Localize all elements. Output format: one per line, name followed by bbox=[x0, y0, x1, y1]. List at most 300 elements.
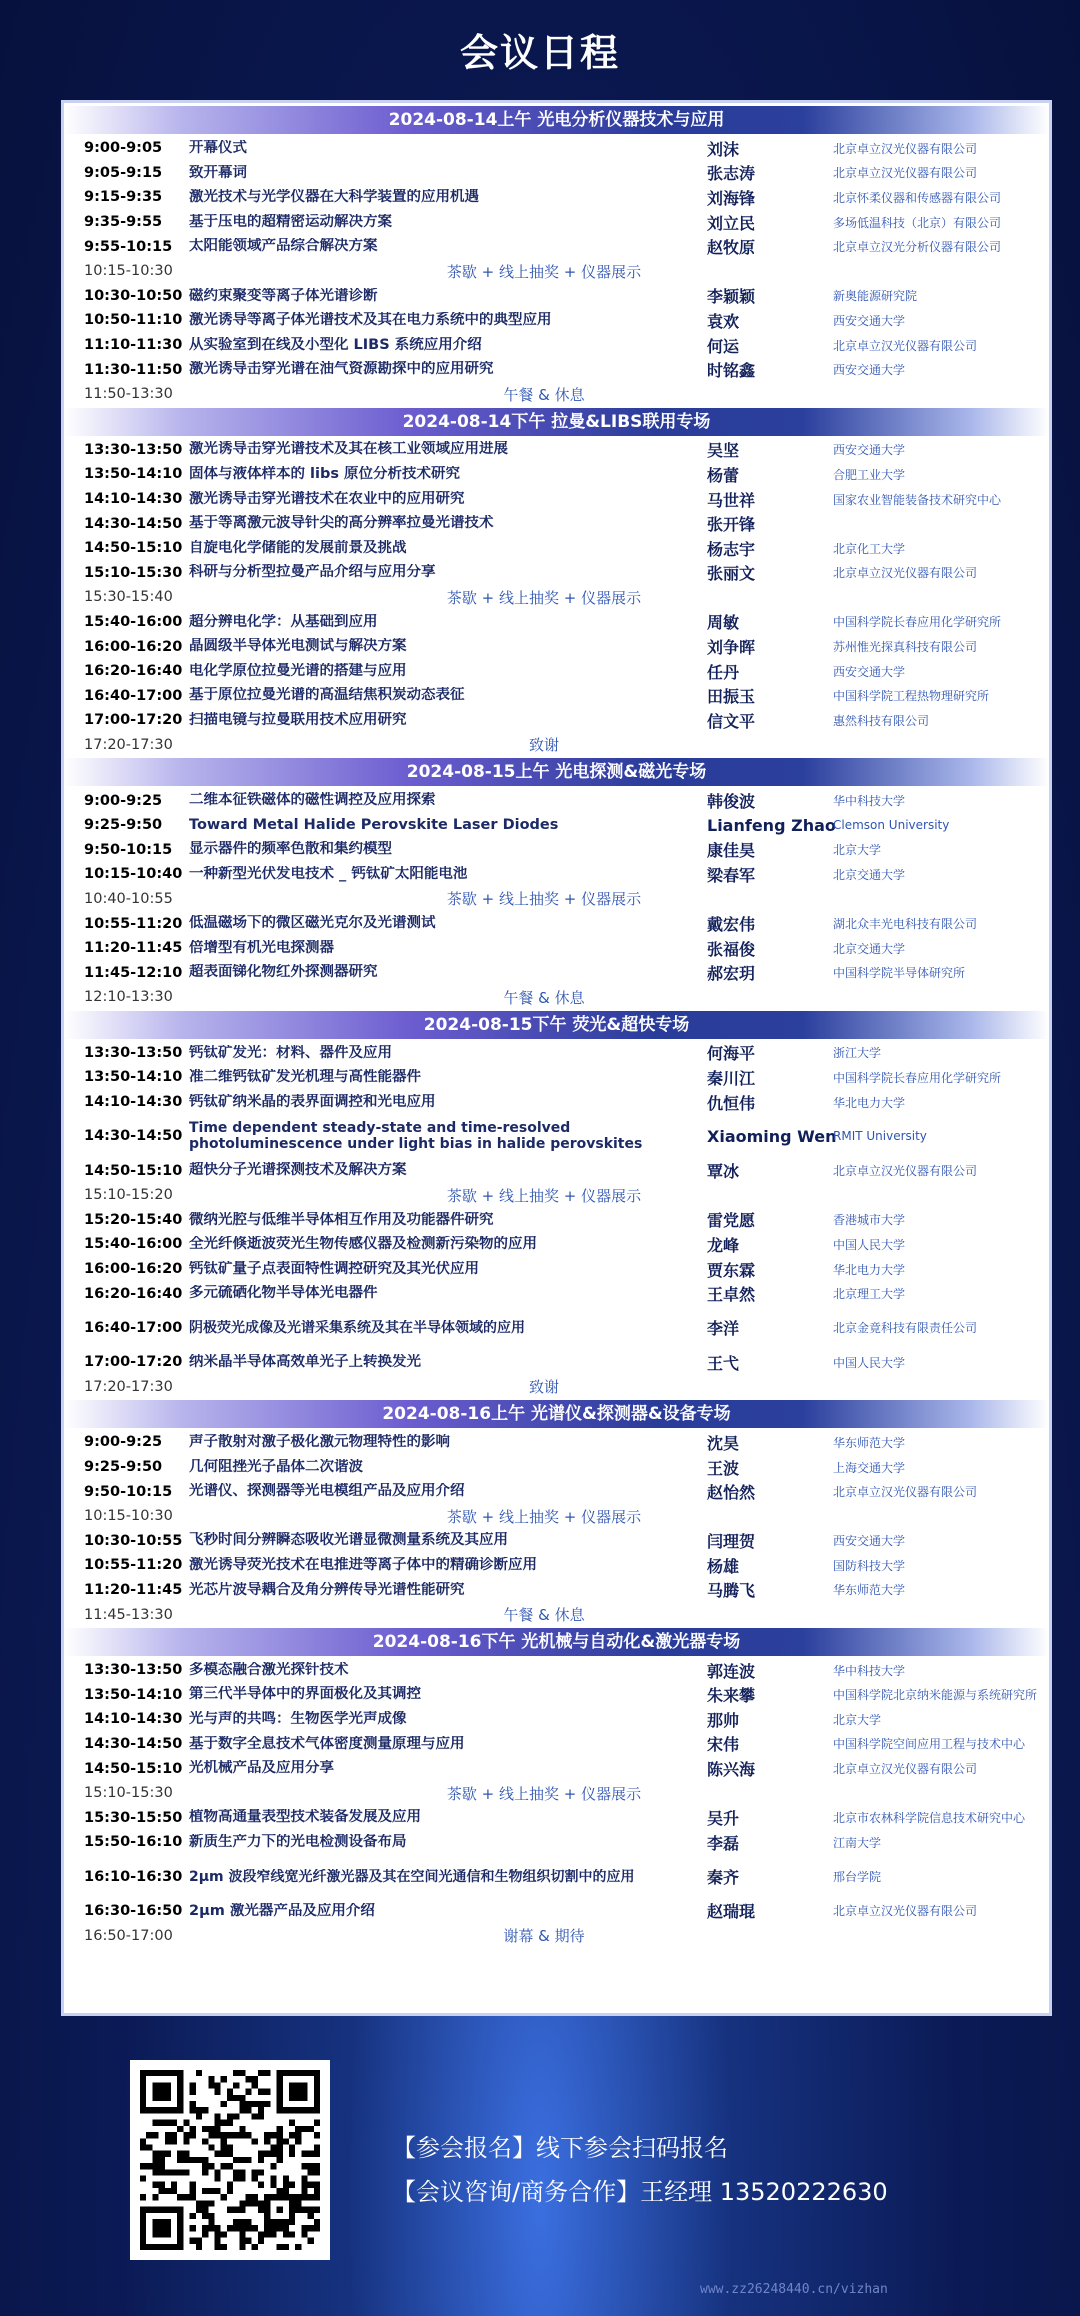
session-org: Clemson University bbox=[833, 818, 950, 833]
session-time: 10:30-10:50 bbox=[84, 287, 183, 304]
session-row bbox=[64, 185, 1049, 210]
session-speaker: Lianfeng Zhao bbox=[707, 815, 836, 835]
section-header: 2024-08-16上午 光谱仪&探测器&设备专场 bbox=[64, 1400, 1049, 1428]
session-topic: 微纳光腔与低维半导体相互作用及功能器件研究 bbox=[189, 1211, 494, 1228]
session-time: 12:10-13:30 bbox=[84, 989, 173, 1006]
session-topic: 超表面锑化物红外探测器研究 bbox=[189, 964, 378, 981]
section-header: 2024-08-14上午 光电分析仪器技术与应用 bbox=[64, 106, 1049, 134]
break-label: 致谢 bbox=[528, 1378, 559, 1397]
session-topic: 太阳能领域产品综合解决方案 bbox=[189, 238, 378, 255]
session-speaker: 陈兴海 bbox=[707, 1760, 756, 1780]
session-row bbox=[64, 1350, 1049, 1375]
session-org: 华中科技大学 bbox=[833, 1663, 906, 1678]
session-time: 9:05-9:15 bbox=[84, 164, 163, 181]
session-time: 16:20-16:40 bbox=[84, 1285, 183, 1302]
session-time: 16:00-16:20 bbox=[84, 1261, 183, 1278]
session-time: 11:50-13:30 bbox=[84, 386, 173, 403]
session-time: 13:30-13:50 bbox=[84, 441, 183, 458]
session-org: 浙江大学 bbox=[833, 1046, 882, 1061]
session-row bbox=[64, 284, 1049, 309]
session-topic: 激光诱导击穿光谱技术在农业中的应用研究 bbox=[189, 490, 465, 507]
session-topic: 基于压电的超精密运动解决方案 bbox=[189, 213, 392, 230]
session-org: 北京市农林科学院信息技术研究中心 bbox=[833, 1811, 1026, 1826]
session-topic: 超分辨电化学：从基础到应用 bbox=[189, 613, 378, 630]
session-topic: 飞秒时间分辨瞬态吸收光谱显微测量系统及其应用 bbox=[189, 1532, 508, 1549]
session-time: 9:55-10:15 bbox=[84, 238, 173, 255]
session-speaker: 雷党愿 bbox=[707, 1211, 756, 1231]
session-org: 新奥能源研究院 bbox=[833, 289, 918, 304]
session-speaker: 秦齐 bbox=[707, 1868, 740, 1888]
break-row bbox=[64, 259, 1049, 284]
session-topic: 钙钛矿量子点表面特性调控研究及其光伏应用 bbox=[189, 1260, 479, 1277]
session-row bbox=[64, 1855, 1049, 1899]
session-speaker: 刘沫 bbox=[707, 139, 740, 159]
register-line bbox=[392, 2128, 728, 2163]
session-speaker: 刘海锋 bbox=[707, 188, 756, 208]
session-time: 11:30-11:50 bbox=[84, 361, 183, 378]
session-time: 9:15-9:35 bbox=[84, 189, 163, 206]
session-time: 9:00-9:25 bbox=[84, 792, 163, 809]
session-topic: 科研与分析型拉曼产品介绍与应用分享 bbox=[189, 564, 436, 581]
session-speaker: 梁春军 bbox=[707, 865, 756, 885]
session-speaker: 覃冰 bbox=[707, 1162, 740, 1182]
session-row bbox=[64, 1658, 1049, 1683]
session-row bbox=[64, 788, 1049, 813]
session-row bbox=[64, 862, 1049, 887]
session-time: 13:50-14:10 bbox=[84, 1069, 183, 1086]
session-time: 10:30-10:55 bbox=[84, 1532, 183, 1549]
session-time: 15:20-15:40 bbox=[84, 1211, 183, 1228]
session-topic: 开幕仪式 bbox=[189, 139, 247, 156]
session-row bbox=[64, 1065, 1049, 1090]
session-speaker: 张志涛 bbox=[707, 164, 756, 184]
session-topic: 多元硫硒化物半导体光电器件 bbox=[189, 1285, 378, 1302]
break-label: 午餐 & 休息 bbox=[503, 1606, 585, 1625]
session-org: 西安交通大学 bbox=[833, 1534, 906, 1549]
session-org: 中国科学院空间应用工程与技术中心 bbox=[833, 1737, 1026, 1752]
session-row bbox=[64, 911, 1049, 936]
session-topic: 纳米晶半导体高效单光子上转换发光 bbox=[189, 1353, 421, 1370]
break-row bbox=[64, 985, 1049, 1010]
contact-line bbox=[392, 2172, 888, 2207]
session-org: 北京卓立汉光分析仪器有限公司 bbox=[833, 240, 1002, 255]
session-time: 14:50-15:10 bbox=[84, 540, 183, 557]
session-topic: 基于原位拉曼光谱的高温结焦积炭动态表征 bbox=[189, 687, 465, 704]
session-org: RMIT University bbox=[833, 1129, 927, 1144]
session-topic: 显示器件的频率色散和集约模型 bbox=[189, 841, 392, 858]
section-header: 2024-08-15下午 荧光&超快专场 bbox=[64, 1011, 1049, 1039]
session-row bbox=[64, 1732, 1049, 1757]
session-time: 17:00-17:20 bbox=[84, 712, 183, 729]
session-row bbox=[64, 1430, 1049, 1455]
session-org: 北京大学 bbox=[833, 843, 882, 858]
session-speaker: 闫理贺 bbox=[707, 1532, 756, 1552]
session-org: 北京卓立汉光仪器有限公司 bbox=[833, 1164, 978, 1179]
session-time: 13:50-14:10 bbox=[84, 1686, 183, 1703]
session-row bbox=[64, 708, 1049, 733]
session-topic: 扫描电镜与拉曼联用技术应用研究 bbox=[189, 712, 407, 729]
session-time: 15:10-15:20 bbox=[84, 1187, 173, 1204]
session-speaker: 周敏 bbox=[707, 613, 740, 633]
contact-tag: 【会议咨询/商务合作】 bbox=[392, 2178, 641, 2206]
session-org: 惠然科技有限公司 bbox=[833, 713, 930, 728]
break-row bbox=[64, 1781, 1049, 1806]
session-org: 北京卓立汉光仪器有限公司 bbox=[833, 141, 978, 156]
session-time: 9:00-9:05 bbox=[84, 140, 163, 157]
register-text: 线下参会扫码报名 bbox=[536, 2134, 728, 2162]
session-row bbox=[64, 210, 1049, 235]
session-time: 16:40-17:00 bbox=[84, 687, 183, 704]
session-topic: 准二维钙钛矿发光机理与高性能器件 bbox=[189, 1069, 421, 1086]
session-org: 国防科技大学 bbox=[833, 1558, 906, 1573]
session-org: 香港城市大学 bbox=[833, 1213, 906, 1228]
session-row bbox=[64, 1455, 1049, 1480]
session-org: 中国科学院长春应用化学研究所 bbox=[833, 615, 1002, 630]
session-time: 15:40-16:00 bbox=[84, 1236, 183, 1253]
break-label: 谢幕 & 期待 bbox=[503, 1927, 585, 1946]
session-time: 15:10-15:30 bbox=[84, 564, 183, 581]
session-org: 中国人民大学 bbox=[833, 1237, 906, 1252]
break-row bbox=[64, 1504, 1049, 1529]
session-speaker: 刘争晖 bbox=[707, 638, 756, 658]
session-row bbox=[64, 813, 1049, 838]
session-topic: 植物高通量表型技术装备发展及应用 bbox=[189, 1809, 421, 1826]
session-org: 国家农业智能装备技术研究中心 bbox=[833, 492, 1002, 507]
session-org: 北京理工大学 bbox=[833, 1287, 906, 1302]
session-time: 17:20-17:30 bbox=[84, 736, 173, 753]
session-time: 14:10-14:30 bbox=[84, 1094, 183, 1111]
session-time: 17:00-17:20 bbox=[84, 1354, 183, 1371]
session-topic: 声子散射对激子极化激元物理特性的影响 bbox=[189, 1434, 450, 1451]
session-topic: 新质生产力下的光电检测设备布局 bbox=[189, 1833, 407, 1850]
session-org: 北京卓立汉光仪器有限公司 bbox=[833, 566, 978, 581]
session-time: 16:10-16:30 bbox=[84, 1868, 183, 1885]
session-time: 9:50-10:15 bbox=[84, 841, 173, 858]
session-row bbox=[64, 234, 1049, 259]
session-time: 14:30-14:50 bbox=[84, 1128, 183, 1145]
session-topic: 几何阻挫光子晶体二次谐波 bbox=[189, 1458, 363, 1475]
session-org: 上海交通大学 bbox=[833, 1460, 906, 1475]
session-org: 西安交通大学 bbox=[833, 443, 906, 458]
session-row bbox=[64, 1830, 1049, 1855]
session-topic: 从实验室到在线及小型化 LIBS 系统应用介绍 bbox=[189, 336, 482, 353]
session-speaker: 朱来攀 bbox=[707, 1686, 756, 1706]
session-time: 15:50-16:10 bbox=[84, 1834, 183, 1851]
session-org: 中国科学院半导体研究所 bbox=[833, 966, 966, 981]
session-time: 16:20-16:40 bbox=[84, 663, 183, 680]
session-topic: 全光纤倏逝波荧光生物传感仪器及检测新污染物的应用 bbox=[189, 1236, 537, 1253]
contact-text: 王经理 13520222630 bbox=[640, 2178, 888, 2206]
session-speaker: Xiaoming Wen bbox=[707, 1126, 837, 1146]
session-time: 9:35-9:55 bbox=[84, 214, 163, 231]
page-title: 会议日程 bbox=[459, 31, 620, 75]
break-row bbox=[64, 733, 1049, 758]
session-speaker: 马腾飞 bbox=[707, 1581, 756, 1601]
session-org: 华中科技大学 bbox=[833, 794, 906, 809]
session-time: 9:25-9:50 bbox=[84, 1459, 163, 1476]
session-org: 北京金竟科技有限责任公司 bbox=[833, 1321, 978, 1336]
session-row bbox=[64, 1232, 1049, 1257]
session-org: 北京交通大学 bbox=[833, 941, 906, 956]
session-row bbox=[64, 1281, 1049, 1306]
session-time: 11:45-12:10 bbox=[84, 964, 183, 981]
session-row bbox=[64, 936, 1049, 961]
session-topic: 电化学原位拉曼光谱的搭建与应用 bbox=[189, 662, 407, 679]
session-topic: 二维本征铁磁体的磁性调控及应用探索 bbox=[189, 792, 436, 809]
session-time: 10:15-10:40 bbox=[84, 866, 183, 883]
session-row bbox=[64, 333, 1049, 358]
session-speaker: 秦川江 bbox=[707, 1068, 756, 1088]
session-time: 9:50-10:15 bbox=[84, 1483, 173, 1500]
session-speaker: 张丽文 bbox=[707, 564, 756, 584]
session-speaker: 马世祥 bbox=[707, 490, 756, 510]
session-speaker: 杨志宇 bbox=[707, 539, 756, 559]
session-row bbox=[64, 438, 1049, 463]
session-speaker: 王卓然 bbox=[707, 1285, 756, 1305]
session-row bbox=[64, 536, 1049, 561]
session-speaker: 沈昊 bbox=[707, 1433, 740, 1453]
session-time: 14:50-15:10 bbox=[84, 1162, 183, 1179]
session-time: 14:10-14:30 bbox=[84, 1711, 183, 1728]
session-speaker: 仇恒伟 bbox=[707, 1093, 756, 1113]
session-row bbox=[64, 161, 1049, 186]
session-time: 15:40-16:00 bbox=[84, 613, 183, 630]
session-time: 15:10-15:30 bbox=[84, 1785, 173, 1802]
session-row bbox=[64, 357, 1049, 382]
session-topic: 基于数字全息技术气体密度测量原理与应用 bbox=[189, 1735, 465, 1752]
break-label: 致谢 bbox=[528, 736, 559, 755]
session-speaker: 贾东霖 bbox=[707, 1260, 756, 1280]
session-time: 10:55-11:20 bbox=[84, 1557, 183, 1574]
break-label: 茶歇 + 线上抽奖 + 仪器展示 bbox=[446, 1784, 642, 1803]
session-topic: 光机械产品及应用分享 bbox=[189, 1760, 334, 1777]
session-topic: 光谱仪、探测器等光电模组产品及应用介绍 bbox=[189, 1483, 465, 1500]
session-speaker: 杨蕾 bbox=[707, 465, 740, 485]
session-topic: 激光诱导击穿光谱在油气资源勘探中的应用研究 bbox=[189, 361, 494, 378]
session-speaker: 郭连波 bbox=[707, 1661, 756, 1681]
session-speaker: 何运 bbox=[707, 336, 740, 356]
break-row bbox=[64, 1375, 1049, 1400]
session-topic: Toward Metal Halide Perovskite Laser Diodes bbox=[189, 816, 559, 833]
session-time: 11:10-11:30 bbox=[84, 337, 183, 354]
session-topic: 低温磁场下的微区磁光克尔及光谱测试 bbox=[189, 915, 436, 932]
session-topic: 阴极荧光成像及光谱采集系统及其在半导体领域的应用 bbox=[189, 1319, 525, 1336]
session-row bbox=[64, 1257, 1049, 1282]
session-speaker: 张福俊 bbox=[707, 939, 756, 959]
break-row bbox=[64, 585, 1049, 610]
session-row bbox=[64, 659, 1049, 684]
session-topic: 固体与液体样本的 libs 原位分析技术研究 bbox=[189, 466, 461, 483]
session-row bbox=[64, 1158, 1049, 1183]
session-org: 北京大学 bbox=[833, 1712, 882, 1727]
session-org: 苏州惟光探真科技有限公司 bbox=[833, 640, 978, 655]
session-org: 北京卓立汉光仪器有限公司 bbox=[833, 1904, 978, 1919]
session-row bbox=[64, 1114, 1049, 1158]
session-row bbox=[64, 837, 1049, 862]
break-label: 午餐 & 休息 bbox=[503, 988, 585, 1007]
session-speaker: 杨雄 bbox=[707, 1556, 740, 1576]
session-speaker: 何海平 bbox=[707, 1044, 756, 1064]
session-topic: 激光技术与光学仪器在大科学装置的应用机遇 bbox=[189, 189, 479, 206]
session-topic: 2μm 波段窄线宽光纤激光器及其在空间光通信和生物组织切割中的应用 bbox=[189, 1868, 635, 1885]
session-time: 14:10-14:30 bbox=[84, 491, 183, 508]
session-row bbox=[64, 1041, 1049, 1066]
session-time: 10:40-10:55 bbox=[84, 890, 173, 907]
session-speaker: 王波 bbox=[707, 1458, 740, 1478]
session-row bbox=[64, 1479, 1049, 1504]
break-row bbox=[64, 1923, 1049, 1948]
session-topic: 第三代半导体中的界面极化及其调控 bbox=[189, 1686, 421, 1703]
break-row bbox=[64, 382, 1049, 407]
register-tag: 【参会报名】 bbox=[392, 2134, 536, 2162]
session-row bbox=[64, 1529, 1049, 1554]
session-topic: 磁约束聚变等离子体光谱诊断 bbox=[189, 287, 378, 304]
session-row bbox=[64, 1756, 1049, 1781]
session-topic: 自旋电化学储能的发展前景及挑战 bbox=[189, 539, 407, 556]
session-topic: 致开幕词 bbox=[189, 164, 247, 181]
session-time: 10:55-11:20 bbox=[84, 915, 183, 932]
session-speaker: 张开锋 bbox=[707, 515, 756, 535]
session-speaker: 李磊 bbox=[707, 1833, 740, 1853]
session-org: 中国科学院北京纳米能源与系统研究所 bbox=[833, 1688, 1038, 1703]
session-row bbox=[64, 308, 1049, 333]
session-time: 16:30-16:50 bbox=[84, 1902, 183, 1919]
break-row bbox=[64, 1602, 1049, 1627]
break-row bbox=[64, 1183, 1049, 1208]
session-org: 北京交通大学 bbox=[833, 867, 906, 882]
session-speaker: 王弋 bbox=[707, 1353, 740, 1373]
session-speaker: 戴宏伟 bbox=[707, 915, 756, 935]
session-time: 9:00-9:25 bbox=[84, 1434, 163, 1451]
session-time: 16:40-17:00 bbox=[84, 1319, 183, 1336]
watermark: www.zz26248440.cn/vizhan bbox=[700, 2282, 888, 2297]
session-speaker: 信文平 bbox=[707, 711, 756, 731]
session-topic: 激光诱导等离子体光谱技术及其在电力系统中的典型应用 bbox=[189, 312, 552, 329]
session-org: 多场低温科技（北京）有限公司 bbox=[833, 215, 1002, 230]
section-header: 2024-08-14下午 拉曼&LIBS联用专场 bbox=[64, 408, 1049, 436]
session-time: 13:30-13:50 bbox=[84, 1044, 183, 1061]
break-label: 茶歇 + 线上抽奖 + 仪器展示 bbox=[446, 890, 642, 909]
session-topic: 基于等离激元波导针尖的高分辨率拉曼光谱技术 bbox=[189, 515, 494, 532]
section-header: 2024-08-16下午 光机械与自动化&激光器专场 bbox=[64, 1628, 1049, 1656]
session-speaker: 李颖颖 bbox=[707, 287, 756, 307]
session-time: 13:30-13:50 bbox=[84, 1662, 183, 1679]
session-org: 江南大学 bbox=[833, 1835, 882, 1850]
session-org: 邢台学院 bbox=[833, 1870, 882, 1885]
session-speaker: 宋伟 bbox=[707, 1735, 740, 1755]
session-time: 10:15-10:30 bbox=[84, 263, 173, 280]
session-org: 合肥工业大学 bbox=[833, 467, 906, 482]
session-speaker: 刘立民 bbox=[707, 213, 756, 233]
session-row bbox=[64, 1682, 1049, 1707]
session-topic: 光与声的共鸣：生物医学光声成像 bbox=[189, 1711, 407, 1728]
session-row bbox=[64, 561, 1049, 586]
session-time: 11:20-11:45 bbox=[84, 1581, 183, 1598]
session-org: 中国人民大学 bbox=[833, 1355, 906, 1370]
session-row bbox=[64, 1899, 1049, 1924]
session-time: 10:15-10:30 bbox=[84, 1508, 173, 1525]
session-row bbox=[64, 1707, 1049, 1732]
break-label: 午餐 & 休息 bbox=[503, 385, 585, 404]
session-speaker: 赵怡然 bbox=[707, 1483, 756, 1503]
session-time: 16:50-17:00 bbox=[84, 1927, 173, 1944]
session-time: 15:30-15:50 bbox=[84, 1809, 183, 1826]
session-topic: 多模态融合激光探针技术 bbox=[189, 1661, 349, 1678]
session-row bbox=[64, 511, 1049, 536]
session-row bbox=[64, 1090, 1049, 1115]
session-org: 北京卓立汉光仪器有限公司 bbox=[833, 338, 978, 353]
session-topic: 钙钛矿发光：材料、器件及应用 bbox=[189, 1044, 392, 1061]
session-org: 华北电力大学 bbox=[833, 1262, 906, 1277]
session-row bbox=[64, 1553, 1049, 1578]
session-speaker: 时铭鑫 bbox=[707, 361, 756, 381]
session-row bbox=[64, 1805, 1049, 1830]
session-speaker: 田振玉 bbox=[707, 687, 756, 707]
qr-code-icon bbox=[140, 2070, 320, 2250]
break-label: 茶歇 + 线上抽奖 + 仪器展示 bbox=[446, 1186, 642, 1205]
session-org: 湖北众丰光电科技有限公司 bbox=[833, 917, 978, 932]
session-time: 11:20-11:45 bbox=[84, 940, 183, 957]
session-time: 14:50-15:10 bbox=[84, 1760, 183, 1777]
session-row bbox=[64, 1306, 1049, 1350]
session-time: 13:50-14:10 bbox=[84, 466, 183, 483]
session-speaker: 吴坚 bbox=[707, 441, 740, 461]
session-speaker: 袁欢 bbox=[707, 311, 740, 331]
session-time: 9:25-9:50 bbox=[84, 817, 163, 834]
session-time: 10:50-11:10 bbox=[84, 312, 183, 329]
section-header: 2024-08-15上午 光电探测&磁光专场 bbox=[64, 758, 1049, 786]
session-row bbox=[64, 136, 1049, 161]
session-row bbox=[64, 1208, 1049, 1233]
session-org: 西安交通大学 bbox=[833, 664, 906, 679]
session-time: 15:30-15:40 bbox=[84, 589, 173, 606]
session-topic: 晶圆级半导体光电测试与解决方案 bbox=[189, 638, 407, 655]
session-org: 北京化工大学 bbox=[833, 541, 906, 556]
session-speaker: 李洋 bbox=[707, 1319, 740, 1339]
session-speaker: 任丹 bbox=[707, 662, 740, 682]
session-org: 华东师范大学 bbox=[833, 1435, 906, 1450]
session-row bbox=[64, 487, 1049, 512]
break-label: 茶歇 + 线上抽奖 + 仪器展示 bbox=[446, 588, 642, 607]
break-label: 茶歇 + 线上抽奖 + 仪器展示 bbox=[446, 262, 642, 281]
session-row bbox=[64, 683, 1049, 708]
session-speaker: 赵牧原 bbox=[707, 238, 756, 258]
session-topic: 光芯片波导耦合及角分辨传导光谱性能研究 bbox=[189, 1581, 465, 1598]
session-speaker: 康佳昊 bbox=[707, 841, 756, 861]
session-org: 西安交通大学 bbox=[833, 363, 906, 378]
session-org: 北京卓立汉光仪器有限公司 bbox=[833, 1485, 978, 1500]
break-label: 茶歇 + 线上抽奖 + 仪器展示 bbox=[446, 1507, 642, 1526]
session-speaker: 赵瑞琨 bbox=[707, 1902, 756, 1922]
session-topic: 激光诱导击穿光谱技术及其在核工业领域应用进展 bbox=[189, 441, 508, 458]
break-row bbox=[64, 887, 1049, 912]
session-time: 16:00-16:20 bbox=[84, 638, 183, 655]
session-org: 北京卓立汉光仪器有限公司 bbox=[833, 1762, 978, 1777]
session-speaker: 韩俊波 bbox=[707, 792, 756, 812]
session-topic: 倍增型有机光电探测器 bbox=[189, 939, 334, 956]
session-time: 14:30-14:50 bbox=[84, 1735, 183, 1752]
session-org: 华东师范大学 bbox=[833, 1583, 906, 1598]
session-speaker: 那帅 bbox=[707, 1710, 740, 1730]
session-time: 17:20-17:30 bbox=[84, 1378, 173, 1395]
session-row bbox=[64, 610, 1049, 635]
session-topic: 一种新型光伏发电技术 _ 钙钛矿太阳能电池 bbox=[189, 865, 468, 882]
registration-qr-code[interactable] bbox=[130, 2060, 330, 2260]
session-row bbox=[64, 960, 1049, 985]
session-speaker: 郝宏玥 bbox=[707, 964, 756, 984]
session-row bbox=[64, 1578, 1049, 1603]
session-time: 11:45-13:30 bbox=[84, 1606, 173, 1623]
